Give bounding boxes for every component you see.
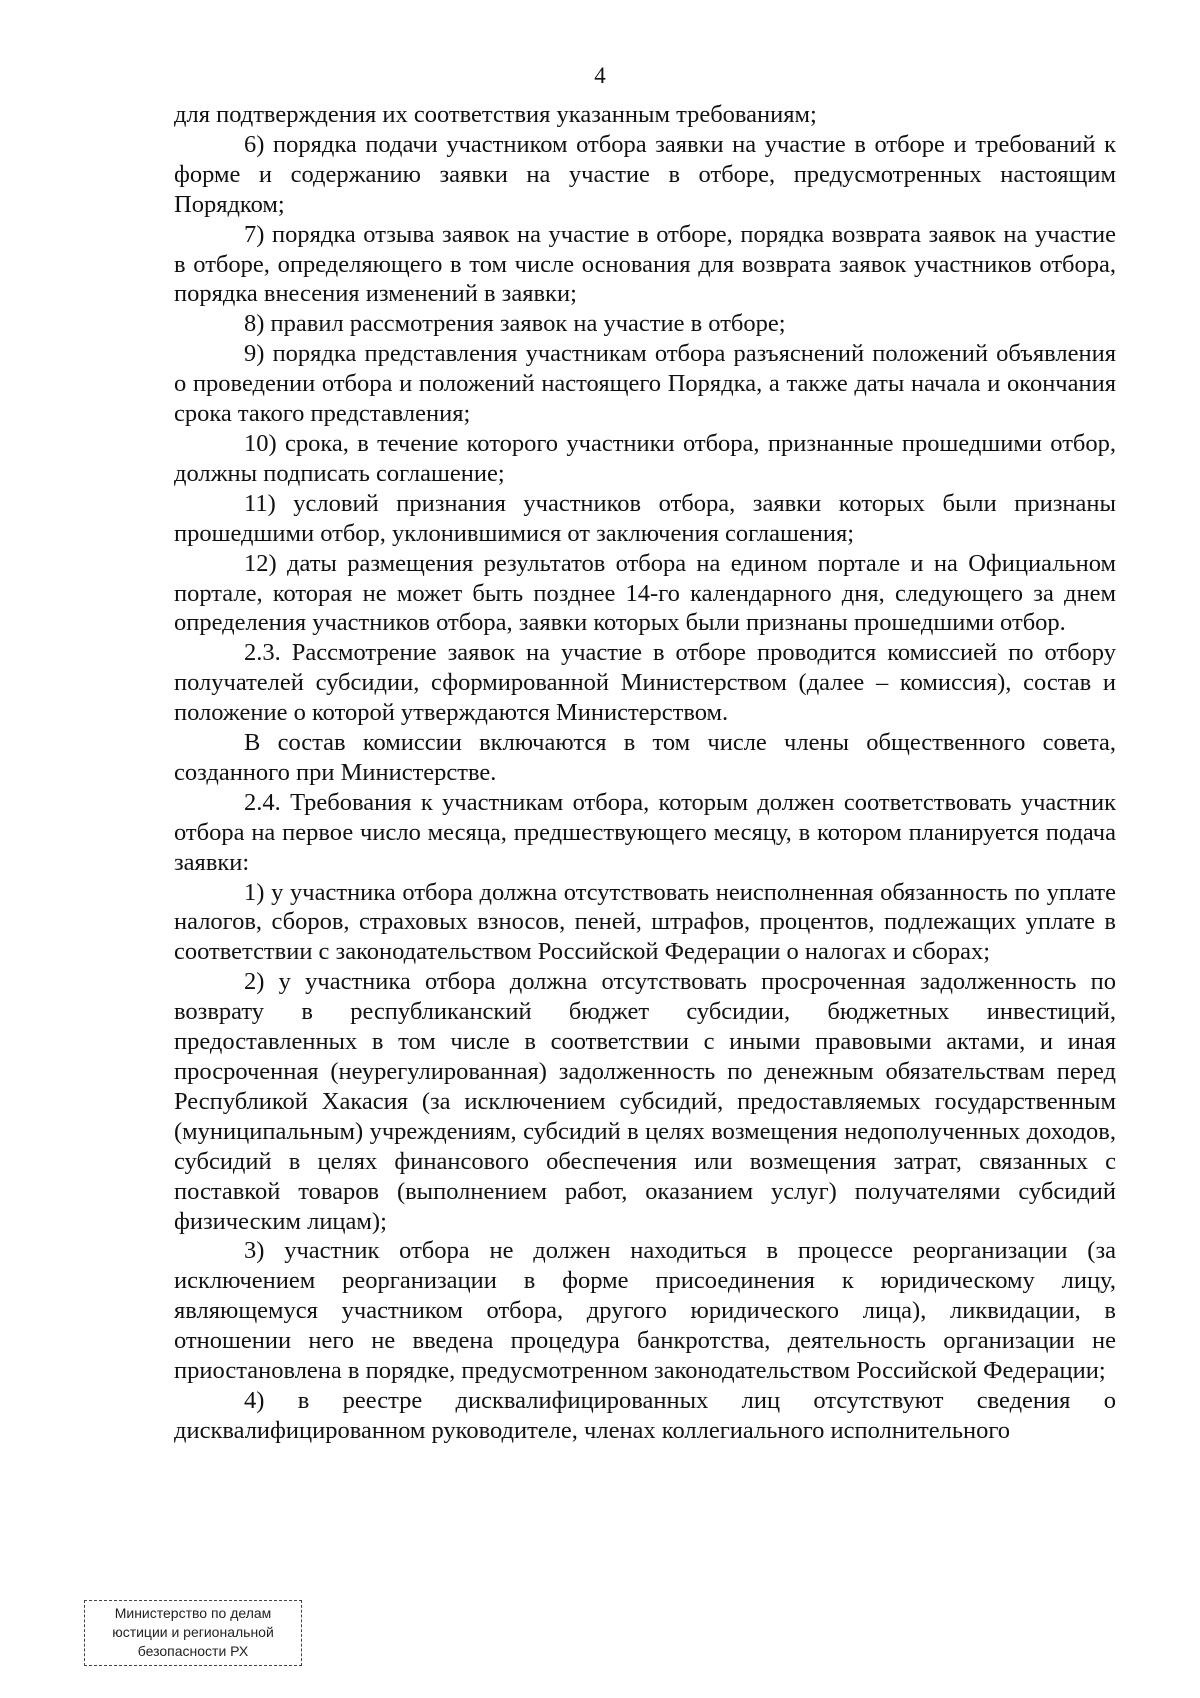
ministry-stamp bbox=[84, 1600, 302, 1666]
stamp-line-1: Министерство по делам bbox=[114, 1605, 272, 1621]
paragraph-requirement-2: 2) у участника отбора должна отсутствовать просроченная задолженность по возврату в республиканский бюджет субсидии, бюджетных инвестиций, предоставленных в том числе в соответствии с иными правовыми актами, и иная просроченная (неурегулированная) задолженность по денежным обязательствам перед Республикой Хакасия (за исключением субсидий, предоставляемых государственным (муниципальным) учреждениям, субсидий в целях возмещения недополученных доходов, субсидий в целях финансового обеспечения или возмещения затрат, связанных с поставкой товаров (выполнением работ, оказанием услуг) получателями субсидий физическим лицам); bbox=[174, 968, 1116, 1235]
paragraph-requirement-4: 4) в реестре дисквалифицированных лиц отсутствуют сведения о дисквалифицированном руководителе, членах коллегиального исполнительного bbox=[174, 1386, 1116, 1444]
paragraph-requirement-1: 1) у участника отбора должна отсутствовать неисполненная обязанность по уплате налогов, сборов, страховых взносов, пеней, штрафов, процентов, подлежащих уплате в соответствии с законодательством Российской Федерации о налогах и сборах; bbox=[174, 878, 1116, 966]
paragraph-item-10: 10) срока, в течение которого участники отбора, признанные прошедшими отбор, должны подписать соглашение; bbox=[174, 429, 1116, 487]
paragraph-item-12: 12) даты размещения результатов отбора на едином портале и на Официальном портале, которая не может быть позднее 14-го календарного дня, следующего за днем определения участников отбора, заявки которых были признаны прошедшими отбор. bbox=[174, 549, 1116, 637]
paragraph-item-7: 7) порядка отзыва заявок на участие в отборе, порядка возврата заявок на участие в отборе, определяющего в том числе основания для возврата заявок участников отбора, порядка внесения изменений в заявки; bbox=[174, 220, 1116, 308]
page-number: 4 bbox=[594, 63, 606, 88]
paragraph-item-11: 11) условий признания участников отбора, заявки которых были признаны прошедшими отбор, уклонившимися от заключения соглашения; bbox=[174, 489, 1116, 547]
stamp-line-3: безопасности РХ bbox=[137, 1643, 249, 1659]
paragraph-requirement-3: 3) участник отбора не должен находиться в процессе реорганизации (за исключением реорганизации в форме присоединения к юридическому лицу, являющемуся участником отбора, другого юридического лица), ликвидации, в отношении него не введена процедура банкротства, деятельность организации не приостановлена в порядке, предусмотренном законодательством Российской Федерации; bbox=[174, 1237, 1116, 1385]
paragraph-continuation: для подтверждения их соответствия указанным требованиям; bbox=[174, 101, 817, 128]
document-body bbox=[174, 100, 1116, 1446]
paragraph-section-2-4: 2.4. Требования к участникам отбора, которым должен соответствовать участник отбора на первое число месяца, предшествующего месяцу, в котором планируется подача заявки: bbox=[174, 788, 1116, 876]
stamp-line-2: юстиции и региональной bbox=[112, 1624, 274, 1640]
paragraph-item-9: 9) порядка представления участникам отбора разъяснений положений объявления о проведении отбора и положений настоящего Порядка, а также даты начала и окончания срока такого представления; bbox=[174, 340, 1116, 428]
paragraph-section-2-3: 2.3. Рассмотрение заявок на участие в отборе проводится комиссией по отбору получателей субсидии, сформированной Министерством (далее – комиссия), состав и положение о которой утверждаются Министерством. bbox=[174, 639, 1116, 727]
paragraph-item-6: 6) порядка подачи участником отбора заявки на участие в отборе и требований к форме и содержанию заявки на участие в отборе, предусмотренных настоящим Порядком; bbox=[174, 130, 1116, 218]
paragraph-item-8: 8) правил рассмотрения заявок на участие в отборе; bbox=[244, 310, 786, 338]
paragraph-commission-composition: В состав комиссии включаются в том числе члены общественного совета, созданного при Министерстве. bbox=[174, 729, 1116, 786]
